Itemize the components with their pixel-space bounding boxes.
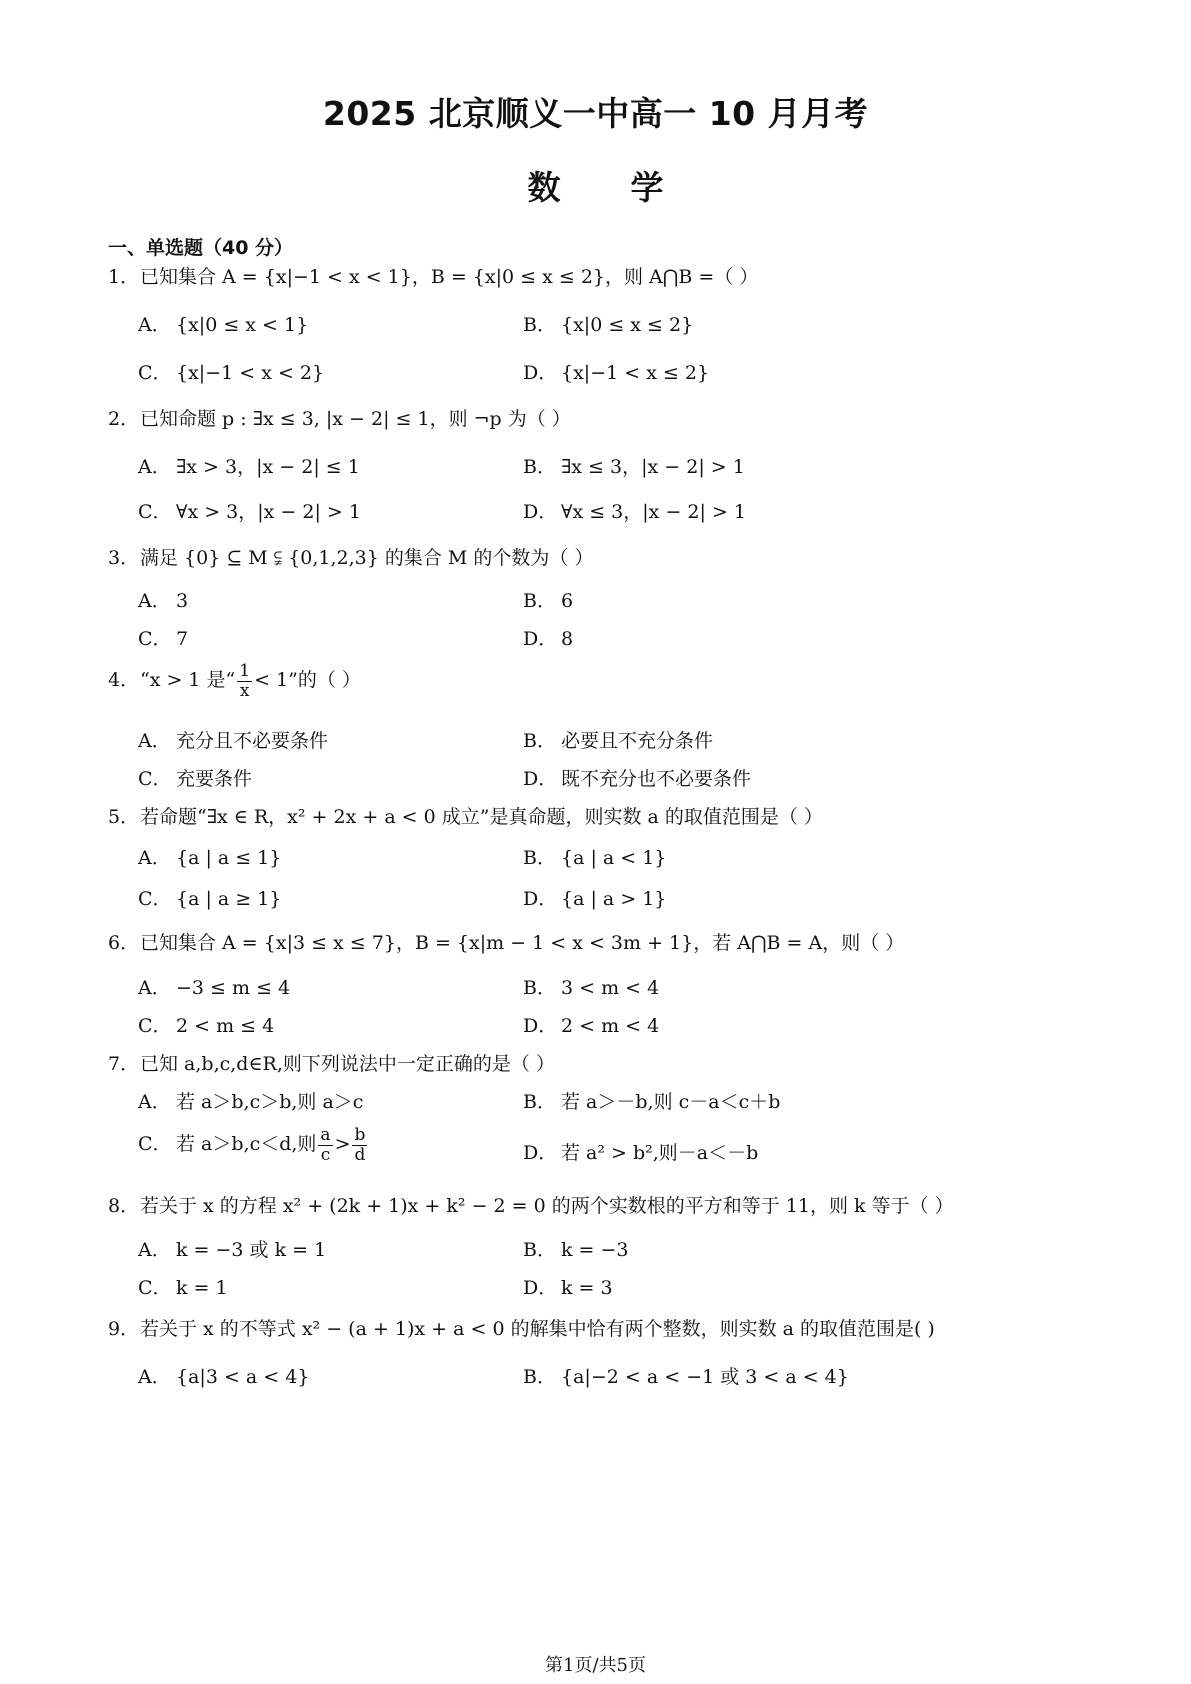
- question-stem: 已知命题 p : ∃x ≤ 3, |x − 2| ≤ 1，则 ¬p 为（ ）: [140, 408, 571, 430]
- question-8: [108, 1191, 954, 1218]
- q4-option-d: D． 既不充分也不必要条件: [523, 768, 752, 790]
- question-3: [108, 543, 593, 570]
- q3-option-c: C． 7: [138, 628, 189, 650]
- q8-option-c: C． k = 1: [138, 1277, 228, 1299]
- question-2: [108, 404, 571, 431]
- q4-option-b: B． 必要且不充分条件: [523, 730, 714, 752]
- q9-option-a: A． {a|3 < a < 4}: [138, 1366, 310, 1388]
- q7-option-b: B． 若 a＞－b,则 c－a＜c＋b: [523, 1091, 781, 1113]
- question-stem: 已知集合 A = {x|3 ≤ x ≤ 7}，B = {x|m − 1 < x < 3m + 1}，若 A⋂B = A，则（ ）: [140, 932, 905, 954]
- q5-option-d: D． {a | a > 1}: [523, 888, 667, 910]
- question-stem: 满足 {0} ⊆ M ⫋ {0,1,2,3} 的集合 M 的个数为（ ）: [140, 547, 594, 569]
- q8-option-b: B． k = −3: [523, 1239, 629, 1261]
- question-number: 4．: [108, 669, 140, 692]
- q4-option-a: A． 充分且不必要条件: [138, 730, 329, 752]
- q1-option-a: A． {x|0 ≤ x < 1}: [138, 314, 309, 336]
- question-5: [108, 802, 823, 829]
- question-stem: 若关于 x 的不等式 x² − (a + 1)x + a < 0 的解集中恰有两个整数，则实数 a 的取值范围是( ): [140, 1318, 935, 1340]
- q2-option-c: C． ∀x > 3，|x − 2| > 1: [138, 501, 361, 523]
- exam-title: 2025 北京顺义一中高一 10 月月考: [322, 94, 869, 133]
- section-heading: 一、单选题（40 分）: [108, 237, 294, 259]
- q1-option-d: D． {x|−1 < x ≤ 2}: [523, 362, 710, 384]
- q1-option-b: B． {x|0 ≤ x ≤ 2}: [523, 314, 694, 336]
- q2-option-a: A． ∃x > 3，|x − 2| ≤ 1: [138, 456, 360, 478]
- q8-option-a: A． k = −3 或 k = 1: [138, 1239, 327, 1261]
- q7-option-c: C． 若 a＞b,c＜d,则 $\frac{a}{c}$ > $\frac{b}{d}$: [138, 1125, 366, 1165]
- question-number: 6．: [108, 932, 140, 954]
- q2-option-d: D． ∀x ≤ 3，|x − 2| > 1: [523, 501, 746, 523]
- question-number: 5．: [108, 806, 140, 828]
- question-stem: 已知集合 A = {x|−1 < x < 1}，B = {x|0 ≤ x ≤ 2}，则 A⋂B =（ ）: [140, 266, 759, 288]
- subject-heading: 数学: [527, 168, 734, 207]
- question-6: [108, 928, 904, 955]
- q8-option-d: D． k = 3: [523, 1277, 613, 1299]
- q5-option-c: C． {a | a ≥ 1}: [138, 888, 282, 910]
- question-number: 9．: [108, 1318, 140, 1340]
- question-stem: 若关于 x 的方程 x² + (2k + 1)x + k² − 2 = 0 的两个实数根的平方和等于 11，则 k 等于（ ）: [140, 1195, 954, 1217]
- fraction: $\frac{b}{d}$: [354, 1125, 366, 1165]
- question-9: [108, 1314, 935, 1341]
- question-1: [108, 262, 758, 289]
- q1-option-c: C． {x|−1 < x < 2}: [138, 362, 325, 384]
- q7-option-d: D． 若 a² > b²,则－a＜－b: [523, 1142, 759, 1164]
- q5-option-b: B． {a | a < 1}: [523, 847, 667, 869]
- question-number: 3．: [108, 547, 140, 569]
- q4-option-c: C． 充要条件: [138, 768, 253, 790]
- question-7: [108, 1049, 555, 1076]
- q3-option-b: B． 6: [523, 590, 574, 612]
- q9-option-b: B． {a|−2 < a < −1 或 3 < a < 4}: [523, 1366, 849, 1388]
- q7-option-a: A． 若 a＞b,c＞b,则 a＞c: [138, 1091, 364, 1113]
- fraction: $\frac{1}{x}$: [239, 661, 251, 701]
- question-stem: 若命题“∃x ∈ R，x² + 2x + a < 0 成立”是真命题，则实数 a 的取值范围是（ ）: [140, 806, 823, 828]
- q3-option-d: D． 8: [523, 628, 574, 650]
- q6-option-c: C． 2 < m ≤ 4: [138, 1015, 275, 1037]
- page-number: 第1页/共5页: [545, 1655, 646, 1676]
- q5-option-a: A． {a | a ≤ 1}: [138, 847, 282, 869]
- question-stem: 已知 a,b,c,d∈R,则下列说法中一定正确的是（ ）: [140, 1053, 555, 1075]
- q3-option-a: A． 3: [138, 590, 189, 612]
- q2-option-b: B． ∃x ≤ 3，|x − 2| > 1: [523, 456, 745, 478]
- q6-option-d: D． 2 < m < 4: [523, 1015, 660, 1037]
- question-number: 8．: [108, 1195, 140, 1217]
- fraction: $\frac{a}{c}$: [320, 1125, 331, 1165]
- question-4: [108, 662, 361, 700]
- q6-option-a: A． −3 ≤ m ≤ 4: [138, 977, 291, 999]
- question-number: 7．: [108, 1053, 140, 1075]
- question-number: 1．: [108, 266, 140, 288]
- q6-option-b: B． 3 < m < 4: [523, 977, 660, 999]
- question-stem: “x > 1 是“ $\frac{1}{x}$ < 1”的（ ）: [140, 661, 361, 701]
- question-number: 2．: [108, 408, 140, 430]
